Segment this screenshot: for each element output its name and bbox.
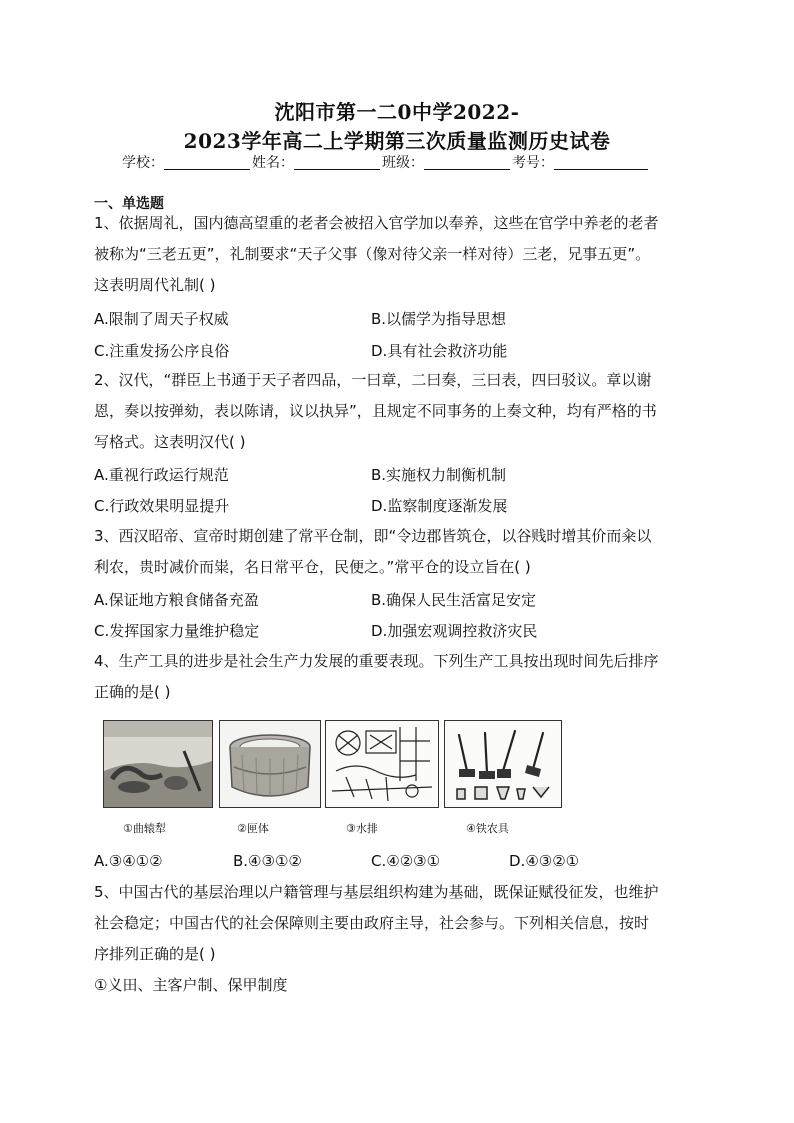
section-title: 一、单选题: [94, 196, 164, 212]
option-c[interactable]: C.④②③①: [371, 852, 441, 870]
iron-tools-image: [444, 720, 562, 808]
question-line: 利农，贵时减价而粜，名日常平仓，民便之。”常平仓的设立旨在( ): [94, 558, 531, 576]
name-label: 姓名：: [252, 155, 294, 171]
figure-caption-1: ①曲辕犁: [123, 822, 166, 835]
question-line: ①义田、主客户制、保甲制度: [94, 976, 288, 994]
question-5-stem: [94, 877, 702, 1001]
exam-title-line-1: 沈阳市第一二0中学2022-: [274, 100, 520, 124]
option-c[interactable]: C.注重发扬公序良俗: [94, 342, 230, 360]
class-blank[interactable]: [424, 155, 510, 170]
number-label: 考号：: [512, 155, 554, 171]
option-a[interactable]: A.限制了周天子权威: [94, 310, 229, 328]
school-label: 学校：: [122, 155, 164, 171]
figure-caption-3: ③水排: [346, 822, 378, 835]
option-b[interactable]: B.确保人民生活富足安定: [371, 591, 537, 609]
number-blank[interactable]: [554, 155, 648, 170]
option-b[interactable]: B.④③①②: [233, 852, 302, 870]
question-line: 写格式。这表明汉代( ): [94, 433, 246, 451]
option-a[interactable]: A.保证地方粮食储备充盈: [94, 591, 259, 609]
question-line: 被称为“三老五更”，礼制要求“天子父事（像对待父亲一样对待）三老，兄事五更”。: [94, 245, 651, 263]
curved-plow-image: [103, 720, 213, 808]
well-box-image: [219, 720, 321, 808]
option-b[interactable]: B.实施权力制衡机制: [371, 466, 507, 484]
option-b[interactable]: B.以儒学为指导思想: [371, 310, 507, 328]
question-line: 5、中国古代的基层治理以户籍管理与基层组织构建为基础，既保证赋役征发，也维护: [94, 883, 659, 901]
school-blank[interactable]: [164, 155, 250, 170]
water-bellows-image: [325, 720, 439, 808]
question-3-stem: [94, 521, 702, 583]
question-line: 4、生产工具的进步是社会生产力发展的重要表现。下列生产工具按出现时间先后排序: [94, 652, 659, 670]
option-d[interactable]: D.监察制度逐渐发展: [371, 497, 508, 515]
option-d[interactable]: D.④③②①: [509, 852, 580, 870]
question-line: 2、汉代，“群臣上书通于天子者四品，一曰章，二曰奏，三曰表，四曰驳议。章以谢: [94, 371, 652, 389]
question-line: 3、西汉昭帝、宣帝时期创建了常平仓制，即“令边郡皆筑仓，以谷贱时增其价而籴以: [94, 527, 652, 545]
figure-caption-2: ②匣体: [237, 822, 269, 835]
question-line: 序排列正确的是( ): [94, 945, 216, 963]
question-line: 社会稳定；中国古代的社会保障则主要由政府主导，社会参与。下列相关信息，按时: [94, 914, 650, 932]
option-a[interactable]: A.③④①②: [94, 852, 163, 870]
option-a[interactable]: A.重视行政运行规范: [94, 466, 229, 484]
question-line: 这表明周代礼制( ): [94, 276, 216, 294]
figure-caption-4: ④铁农具: [466, 822, 509, 835]
student-info-row: [122, 152, 650, 172]
question-1-stem: [94, 208, 702, 301]
exam-title-line-2: 2023学年高二上学期第三次质量监测历史试卷: [183, 129, 611, 153]
class-label: 班级：: [382, 155, 424, 171]
question-line: 正确的是( ): [94, 683, 171, 701]
option-c[interactable]: C.发挥国家力量维护稳定: [94, 622, 260, 640]
question-line: 恩，奏以按弹劾，表以陈请，议以执异”，且规定不同事务的上奏文种，均有严格的书: [94, 402, 657, 420]
option-d[interactable]: D.加强宏观调控救济灾民: [371, 622, 538, 640]
question-2-stem: [94, 365, 702, 458]
option-c[interactable]: C.行政效果明显提升: [94, 497, 230, 515]
question-4-stem: [94, 646, 702, 708]
option-d[interactable]: D.具有社会救济功能: [371, 342, 508, 360]
question-line: 1、依据周礼，国内德高望重的老者会被招入官学加以奉养，这些在官学中养老的老者: [94, 214, 659, 232]
name-blank[interactable]: [294, 155, 380, 170]
